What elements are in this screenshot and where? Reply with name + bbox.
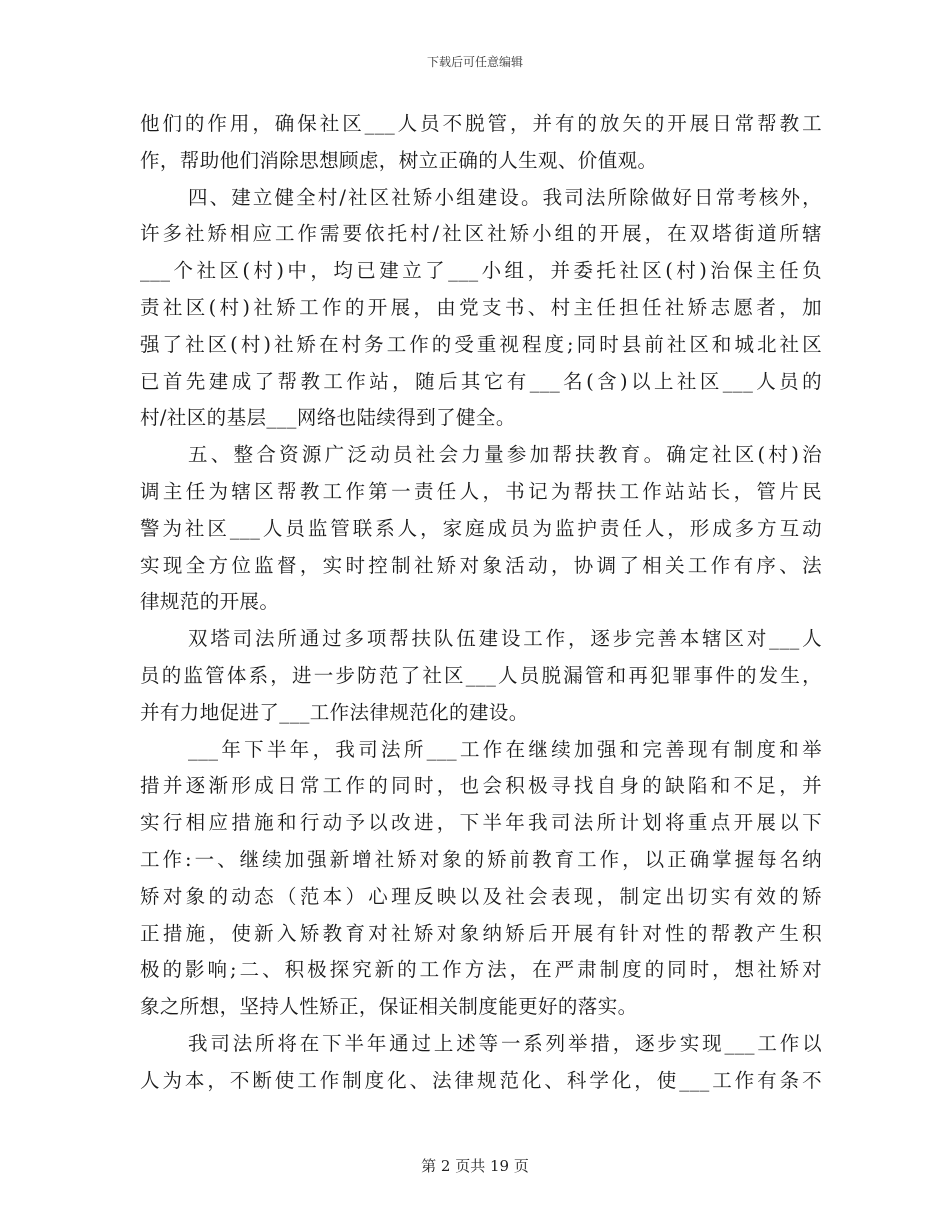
text-line: 已首先建成了帮教工作站，随后其它有___名(含)以上社区___人员的 [140, 369, 822, 393]
text-line: 象之所想，坚持人性矫正，保证相关制度能更好的落实。 [140, 995, 638, 1019]
text-line: 矫对象的动态（范本）心理反映以及社会表现，制定出切实有效的矫 [140, 884, 822, 908]
text-line: 律规范的开展。 [140, 590, 280, 614]
text-line: 作，帮助他们消除思想顾虑，树立正确的人生观、价值观。 [140, 148, 658, 172]
paragraph-start-line: 双塔司法所通过多项帮扶队伍建设工作，逐步完善本辖区对___人 [188, 627, 822, 651]
text-line: 警为社区___人员监管联系人，家庭成员为监护责任人，形成多方互动 [140, 516, 822, 540]
text-line: 许多社矫相应工作需要依托村/社区社矫小组的开展，在双塔街道所辖 [140, 222, 822, 246]
text-line: 正措施，使新入矫教育对社矫对象纳矫后开展有针对性的帮教产生积 [140, 921, 822, 945]
text-line: 实行相应措施和行动予以改进，下半年我司法所计划将重点开展以下 [140, 811, 822, 835]
text-line: 并有力地促进了___工作法律规范化的建设。 [140, 700, 529, 724]
text-line: 措并逐渐形成日常工作的同时，也会积极寻找自身的缺陷和不足，并 [140, 774, 822, 798]
page-header: 下载后可任意编辑 [426, 55, 523, 69]
text-line: 实现全方位监督，实时控制社矫对象活动，协调了相关工作有序、法 [140, 553, 822, 577]
paragraph-start-line: ___年下半年，我司法所___工作在继续加强和完善现有制度和举 [188, 737, 822, 761]
text-line: 村/社区的基层___网络也陆续得到了健全。 [140, 406, 516, 430]
text-line: 他们的作用，确保社区___人员不脱管，并有的放矢的开展日常帮教工 [140, 112, 822, 135]
paragraph-start-line: 我司法所将在下半年通过上述等一系列举措，逐步实现___工作以 [188, 1031, 822, 1055]
text-line: 人为本，不断使工作制度化、法律规范化、科学化，使___工作有条不 [140, 1068, 822, 1092]
page-footer: 第 2 页共 19 页 [421, 1157, 529, 1175]
body-text [140, 106, 822, 1100]
text-line: 工作:一、继续加强新增社矫对象的矫前教育工作，以正确掌握每名纳 [140, 847, 822, 871]
text-line: 员的监管体系，进一步防范了社区___人员脱漏管和再犯罪事件的发生， [140, 663, 822, 687]
paragraph-start-line: 四、建立健全村/社区社矫小组建设。我司法所除做好日常考核外， [188, 185, 822, 209]
text-line: 调主任为辖区帮教工作第一责任人，书记为帮扶工作站站长，管片民 [140, 479, 822, 503]
text-line: 极的影响;二、积极探究新的工作方法，在严肃制度的同时，想社矫对 [140, 958, 822, 982]
text-line: 责社区(村)社矫工作的开展，由党支书、村主任担任社矫志愿者，加 [140, 295, 822, 319]
text-line: ___个社区(村)中，均已建立了___小组，并委托社区(村)治保主任负 [140, 259, 822, 283]
paragraph-start-line: 五、整合资源广泛动员社会力量参加帮扶教育。确定社区(村)治 [188, 443, 822, 467]
text-line: 强了社区(村)社矫在村务工作的受重视程度;同时县前社区和城北社区 [140, 332, 822, 356]
